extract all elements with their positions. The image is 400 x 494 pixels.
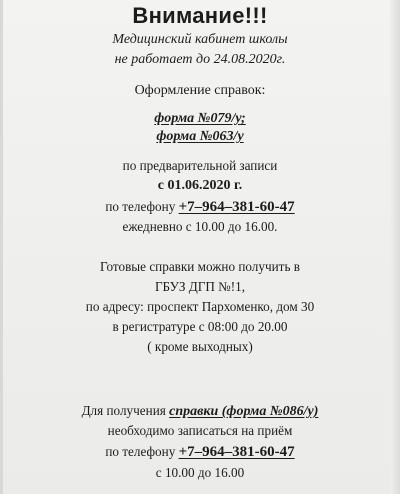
phone-line-2 (0, 444, 400, 460)
ready-line-1: Готовые справки можно получить в (100, 259, 300, 274)
address-line: по адресу: проспект Пархоменко, дом 30 (85, 299, 315, 314)
hours-line-2: с 10.00 до 16.00 (155, 465, 245, 480)
appointment-line: по предварительной записи (122, 158, 278, 173)
form-086-prefix: Для получения (81, 403, 170, 418)
form-063-label: форма №063/у (156, 129, 244, 144)
intro-line-1: Медицинский кабинет школы (112, 32, 288, 47)
certificates-heading: Оформление справок: (134, 83, 266, 98)
form-086-label: справки (форма №086/у) (169, 404, 319, 419)
weekends-line: ( кроме выходных) (147, 339, 253, 354)
phone-number-2: +7–964–381-60-47 (178, 444, 295, 460)
from-date: с 01.06.2020 г. (157, 178, 243, 193)
form-079-label: форма №079/у; (154, 111, 246, 126)
phone-prefix: по телефону (105, 199, 179, 214)
phone-line (0, 199, 400, 215)
paper-edge-left (0, 0, 3, 494)
phone-number: +7–964–381-60-47 (178, 199, 295, 215)
daily-hours: ежедневно с 10.00 до 16.00. (122, 219, 278, 234)
registry-line: в регистратуре с 08:00 до 20.00 (112, 319, 288, 334)
form-086-line (0, 403, 400, 419)
phone2-prefix: по телефону (105, 444, 179, 459)
paper-edge-right (390, 0, 400, 494)
ready-line-2: ГБУЗ ДГП №!1, (154, 279, 246, 294)
intro-line-2: не работает до 24.08.2020г. (114, 52, 286, 67)
signup-line: необходимо записаться на приём (107, 423, 293, 438)
notice-title: Внимание!!! (132, 3, 268, 28)
